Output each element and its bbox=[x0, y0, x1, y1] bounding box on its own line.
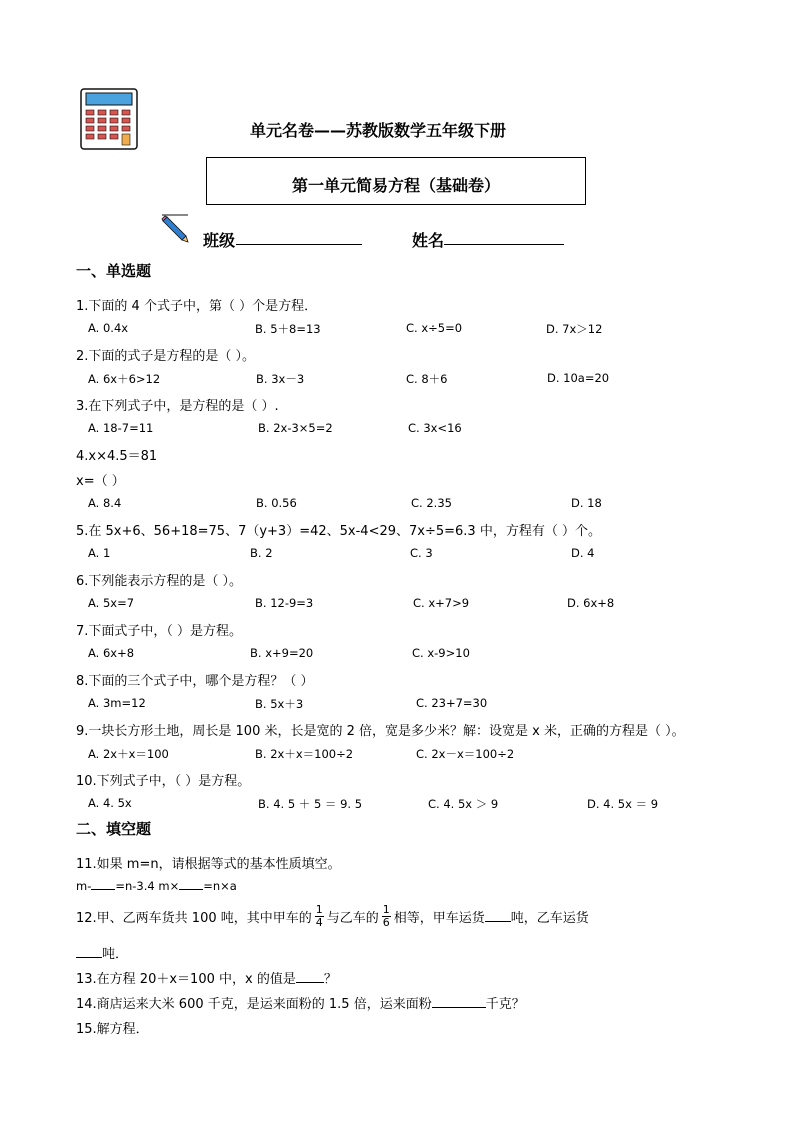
q12-text-a: 12.甲、乙两车货共 100 吨，其中甲车的 bbox=[76, 911, 312, 926]
q8-option-b[interactable]: B. 5x＋3 bbox=[255, 697, 304, 711]
q13-blank[interactable] bbox=[296, 971, 324, 983]
q9-option-c[interactable]: C. 2x－x＝100÷2 bbox=[416, 747, 515, 761]
q13-text-b: ？ bbox=[323, 972, 337, 987]
calculator-icon bbox=[80, 88, 138, 150]
q12-text-c: 相等，甲车运货 bbox=[393, 911, 485, 926]
q6-option-b[interactable]: B. 12-9=3 bbox=[255, 596, 314, 610]
q12-line2-text: 吨． bbox=[102, 947, 129, 962]
q3-option-c[interactable]: C. 3x<16 bbox=[408, 421, 462, 435]
q12-fraction-2 bbox=[382, 904, 391, 929]
q1-option-d[interactable]: D. 7x＞12 bbox=[546, 322, 603, 336]
q10-option-a[interactable]: A. 4. 5x bbox=[88, 796, 132, 810]
question-5: 5.在 5x+6、56+18=75、7（y+3）=42、5x-4<29、7x÷5=6.3 中，方程有（ ）个。 bbox=[76, 524, 601, 539]
question-11-line2 bbox=[76, 878, 237, 893]
question-12-line2 bbox=[76, 943, 128, 962]
name-label: 姓名 bbox=[412, 231, 445, 250]
q13-text-a: 13.在方程 20＋x＝100 中，x 的值是 bbox=[76, 972, 296, 987]
q14-text-b: 千克？ bbox=[485, 997, 525, 1012]
question-15: 15.解方程． bbox=[76, 1022, 149, 1037]
q11-blank-2[interactable] bbox=[179, 878, 203, 890]
question-11: 11.如果 m=n，请根据等式的基本性质填空。 bbox=[76, 857, 341, 872]
question-4: 4.x×4.5＝81 bbox=[76, 449, 158, 464]
class-label: 班级 bbox=[203, 231, 236, 250]
q2-option-a[interactable]: A. 6x＋6>12 bbox=[88, 372, 161, 386]
q5-option-a[interactable]: A. 1 bbox=[88, 546, 111, 560]
name-field[interactable] bbox=[444, 244, 564, 245]
q7-option-a[interactable]: A. 6x+8 bbox=[88, 646, 135, 660]
q12-frac2-num: 1 bbox=[382, 903, 390, 916]
q6-option-a[interactable]: A. 5x=7 bbox=[88, 596, 135, 610]
question-10: 10.下列式子中，（ ）是方程。 bbox=[76, 774, 251, 789]
question-14 bbox=[76, 993, 525, 1012]
q12-frac2-den: 6 bbox=[382, 916, 390, 929]
question-6: 6.下列能表示方程的是（ ）。 bbox=[76, 574, 243, 589]
question-7: 7.下面式子中，（ ）是方程。 bbox=[76, 624, 243, 639]
q2-option-c[interactable]: C. 8＋6 bbox=[406, 372, 448, 386]
page-title: 单元名卷——苏教版数学五年级下册 bbox=[250, 121, 507, 140]
section-fill-blank: 二、填空题 bbox=[76, 820, 152, 838]
q14-blank[interactable] bbox=[432, 996, 486, 1008]
q12-blank-2[interactable] bbox=[76, 946, 102, 958]
q11-part-b: =n-3.4 m× bbox=[115, 879, 180, 893]
question-2: 2.下面的式子是方程的是（ ）。 bbox=[76, 349, 256, 364]
question-3: 3.在下列式子中，是方程的是（ ）. bbox=[76, 399, 279, 414]
section-single-choice: 一、单选题 bbox=[76, 262, 152, 280]
q9-option-a[interactable]: A. 2x＋x＝100 bbox=[88, 747, 169, 761]
q12-text-d: 吨，乙车运货 bbox=[510, 911, 589, 926]
question-8: 8.下面的三个式子中，哪个是方程？（ ） bbox=[76, 674, 314, 689]
q14-text-a: 14.商店运来大米 600 千克，是运来面粉的 1.5 倍，运来面粉 bbox=[76, 997, 432, 1012]
q6-option-d[interactable]: D. 6x+8 bbox=[567, 596, 615, 610]
pencil-icon bbox=[158, 212, 190, 244]
q10-option-c[interactable]: C. 4. 5x ＞ 9 bbox=[428, 797, 499, 811]
question-13 bbox=[76, 968, 337, 987]
q12-frac1-den: 4 bbox=[315, 916, 323, 929]
q11-part-a: m- bbox=[76, 879, 92, 893]
q7-option-b[interactable]: B. x+9=20 bbox=[250, 646, 314, 660]
class-field[interactable] bbox=[236, 244, 362, 245]
q11-blank-1[interactable] bbox=[91, 878, 115, 890]
q5-option-b[interactable]: B. 2 bbox=[250, 546, 273, 560]
q1-option-c[interactable]: C. x÷5=0 bbox=[406, 321, 463, 335]
q8-option-c[interactable]: C. 23+7=30 bbox=[416, 696, 488, 710]
q4-option-a[interactable]: A. 8.4 bbox=[88, 496, 122, 510]
q4-option-d[interactable]: D. 18 bbox=[571, 496, 602, 510]
q12-frac1-num: 1 bbox=[315, 903, 323, 916]
q11-part-c: =n×a bbox=[203, 879, 237, 893]
q9-option-b[interactable]: B. 2x＋x＝100÷2 bbox=[255, 747, 354, 761]
question-4-line2: x=（ ） bbox=[76, 474, 125, 489]
q3-option-a[interactable]: A. 18-7=11 bbox=[88, 421, 154, 435]
question-12 bbox=[76, 903, 589, 931]
q12-blank-1[interactable] bbox=[485, 910, 511, 922]
q5-option-d[interactable]: D. 4 bbox=[571, 546, 595, 560]
unit-subtitle: 第一单元简易方程（基础卷） bbox=[291, 176, 500, 195]
q5-option-c[interactable]: C. 3 bbox=[410, 546, 433, 560]
q2-option-b[interactable]: B. 3x－3 bbox=[256, 372, 305, 386]
q1-option-b[interactable]: B. 5＋8=13 bbox=[255, 322, 321, 336]
q10-option-d[interactable]: D. 4. 5x ＝ 9 bbox=[587, 797, 659, 811]
q12-text-b: 与乙车的 bbox=[326, 911, 379, 926]
q12-fraction-1 bbox=[315, 904, 324, 929]
q6-option-c[interactable]: C. x+7>9 bbox=[413, 596, 470, 610]
question-1: 1.下面的 4 个式子中，第（ ）个是方程． bbox=[76, 299, 318, 314]
q7-option-c[interactable]: C. x-9>10 bbox=[412, 646, 470, 660]
q4-option-b[interactable]: B. 0.56 bbox=[256, 496, 297, 510]
q2-option-d[interactable]: D. 10a=20 bbox=[547, 371, 610, 385]
question-9: 9.一块长方形土地，周长是 100 米，长是宽的 2 倍，宽是多少米？解：设宽是 x 米，正确的方程是（ ）。 bbox=[76, 724, 685, 739]
q10-option-b[interactable]: B. 4. 5 ＋ 5 ＝ 9. 5 bbox=[258, 797, 363, 811]
q4-option-c[interactable]: C. 2.35 bbox=[411, 496, 452, 510]
q1-option-a[interactable]: A. 0.4x bbox=[88, 321, 129, 335]
q8-option-a[interactable]: A. 3m=12 bbox=[88, 696, 146, 710]
q3-option-b[interactable]: B. 2x-3×5=2 bbox=[258, 421, 333, 435]
